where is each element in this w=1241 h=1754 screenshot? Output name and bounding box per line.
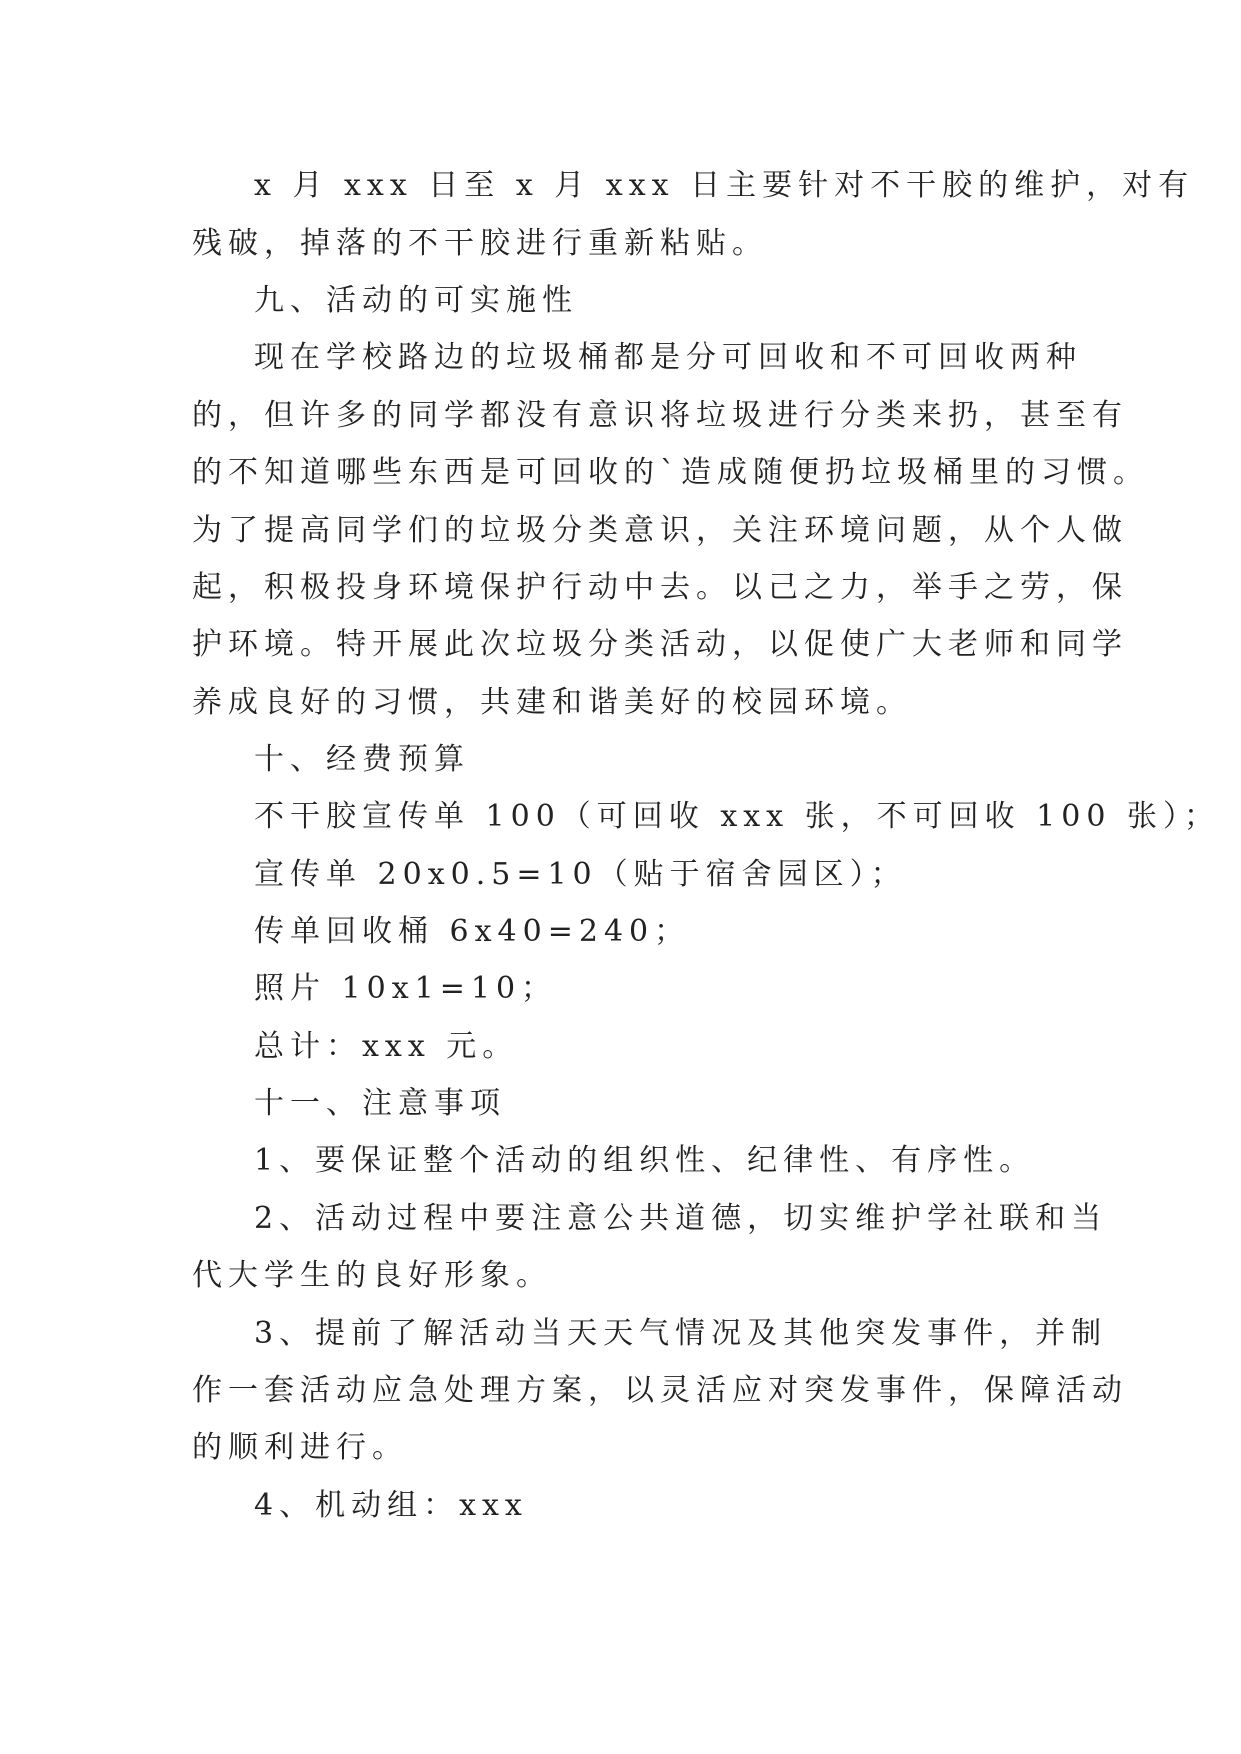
list-item-continuation: 代大学生的良好形象。 [192,1258,552,1293]
list-item: 1、要保证整个活动的组织性、纪律性、有序性。 [254,1143,1036,1178]
section-heading: 十一、注意事项 [254,1086,506,1121]
paragraph-line: 残破，掉落的不干胶进行重新粘贴。 [192,226,768,261]
paragraph-line: 的不知道哪些东西是可回收的`造成随便扔垃圾桶里的习惯。 [192,455,1149,490]
section-heading: 九、活动的可实施性 [254,283,578,318]
paragraph-line: 的，但许多的同学都没有意识将垃圾进行分类来扔，甚至有 [192,398,1128,433]
budget-item: 宣传单 20x0.5=10（贴于宿舍园区）； [254,857,907,892]
budget-item: 不干胶宣传单 100（可回收 xxx 张，不可回收 100 张）； [254,799,1220,834]
paragraph-line: 起，积极投身环境保护行动中去。以己之力，举手之劳，保 [192,570,1128,605]
budget-item: 传单回收桶 6x40=240； [254,914,691,949]
budget-item: 照片 10x1=10； [254,971,558,1006]
list-item-continuation: 的顺利进行。 [192,1430,408,1465]
section-heading: 十、经费预算 [254,742,470,777]
paragraph-line: 养成良好的习惯，共建和谐美好的校园环境。 [192,685,912,720]
list-item-continuation: 作一套活动应急处理方案，以灵活应对突发事件，保障活动 [192,1373,1128,1408]
list-item: 3、提前了解活动当天天气情况及其他突发事件，并制 [254,1316,1108,1351]
paragraph-line: x 月 xxx 日至 x 月 xxx 日主要针对不干胶的维护，对有 [254,168,1195,203]
paragraph-line: 现在学校路边的垃圾桶都是分可回收和不可回收两种 [254,340,1082,375]
paragraph-line: 为了提高同学们的垃圾分类意识，关注环境问题，从个人做 [192,513,1128,548]
paragraph-line: 护环境。特开展此次垃圾分类活动，以促使广大老师和同学 [192,627,1128,662]
budget-total: 总计：xxx 元。 [254,1029,519,1064]
list-item: 2、活动过程中要注意公共道德，切实维护学社联和当 [254,1201,1108,1236]
list-item: 4、机动组：xxx [254,1488,528,1523]
